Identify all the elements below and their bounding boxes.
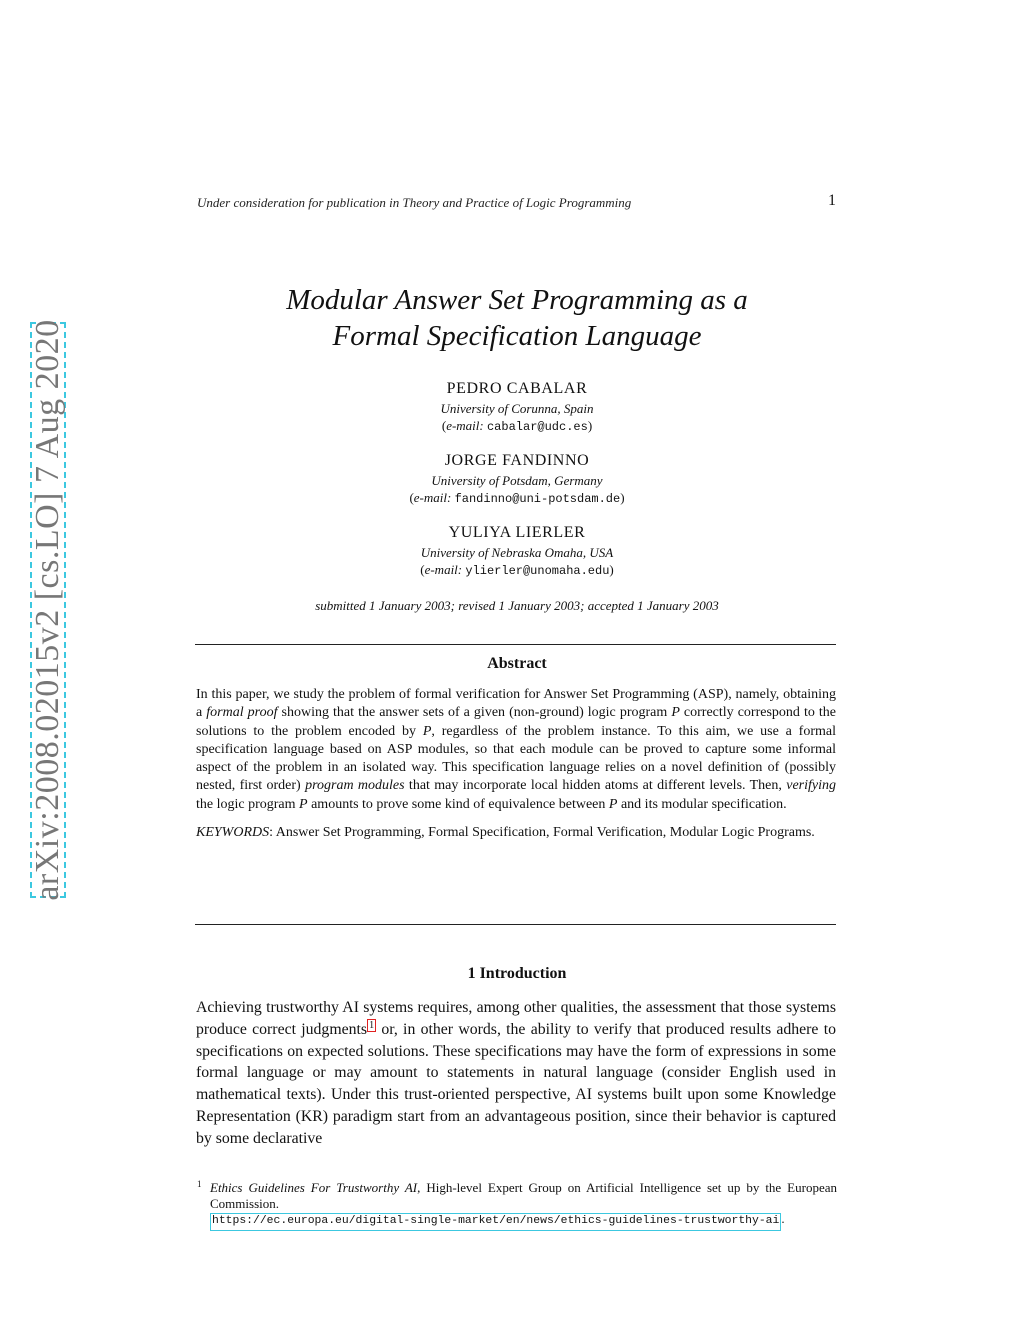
- footnote-url-tail: .: [781, 1211, 785, 1226]
- abstract-text: showing that the answer sets of a given (non-ground) logic program: [277, 705, 672, 721]
- paper-title: [197, 282, 837, 354]
- email-label: e-mail:: [424, 562, 463, 577]
- abstract-text: and its modular specification.: [617, 796, 787, 812]
- footnote-text: [210, 1180, 837, 1231]
- author-email-line: (e-mail: cabalar@udc.es): [441, 418, 593, 434]
- author-list: [197, 378, 837, 594]
- author-block: [197, 522, 837, 580]
- abstract-text: correctly correspond to the solutions to the problem encoded by: [196, 705, 837, 739]
- author-email-line: (e-mail: fandinno@uni-potsdam.de): [409, 490, 625, 506]
- abstract-text: that may incorporate local hidden atoms at different levels. Then,: [404, 778, 787, 794]
- abstract-paragraph: [196, 686, 836, 814]
- keywords: [196, 824, 836, 842]
- section-heading-introduction: 1 Introduction: [467, 965, 567, 982]
- author-name: YULIYA LIERLER: [448, 524, 586, 541]
- title-line-2: Formal Specification Language: [332, 320, 702, 352]
- abstract-text: the logic program: [196, 796, 300, 812]
- author-affiliation: University of Potsdam, Germany: [431, 473, 603, 488]
- footnote-title: Ethics Guidelines For Trustworthy AI: [210, 1180, 418, 1195]
- footnote-link[interactable]: 1: [369, 1019, 375, 1031]
- abstract-top-rule: [195, 644, 836, 645]
- author-email-line: (e-mail: ylierler@unomaha.edu): [420, 562, 614, 578]
- author-email[interactable]: ylierler@unomaha.edu: [465, 564, 610, 578]
- abstract-emphasis: verifying: [786, 778, 836, 794]
- keywords-label: KEYWORDS: [196, 825, 270, 841]
- arxiv-identifier[interactable]: arXiv:2008.02015v2 [cs.LO] 7 Aug 2020: [29, 319, 66, 901]
- footnote: [197, 1180, 837, 1231]
- author-block: [197, 450, 837, 508]
- abstract-bottom-rule: [195, 924, 836, 925]
- footnote-body: , High-level Expert Group on Artificial Intelligence set up by the European Commission.: [210, 1180, 837, 1211]
- arxiv-stamp[interactable]: [29, 319, 66, 901]
- introduction-paragraph: [196, 997, 836, 1150]
- math-symbol: P: [422, 723, 432, 739]
- abstract-emphasis: program modules: [305, 778, 405, 794]
- abstract-text: amounts to prove some kind of equivalence between: [307, 796, 609, 812]
- author-affiliation: University of Corunna, Spain: [440, 401, 594, 416]
- author-name: PEDRO CABALAR: [446, 380, 588, 397]
- abstract-emphasis: formal proof: [206, 705, 278, 721]
- email-label: e-mail:: [446, 418, 484, 433]
- author-email[interactable]: fandinno@uni-potsdam.de: [454, 492, 621, 506]
- author-affiliation: University of Nebraska Omaha, USA: [420, 545, 614, 560]
- math-symbol: P: [299, 796, 308, 812]
- intro-text: Achieving trustworthy AI systems requires, among other qualities, the assessment that those systems produce correct judgments: [196, 999, 836, 1038]
- title-line-1: Modular Answer Set Programming as a: [286, 284, 748, 316]
- author-name: JORGE FANDINNO: [444, 452, 590, 469]
- abstract-text: In this paper, we study the problem of formal verification for Answer Set Programming (ASP), namely, obtaining a: [196, 687, 836, 721]
- footnote-number: 1: [197, 1179, 202, 1189]
- abstract-heading: Abstract: [487, 655, 547, 672]
- abstract-text: , regardless of the problem instance. To this aim, we use a formal specification language based on ASP modules, so that each module can be proved to capture some informal aspect of the problem in an isolated way. This specification language relies on a novel definition of (possibly nested, first order): [196, 723, 837, 794]
- math-symbol: P: [671, 705, 680, 721]
- submission-dates: submitted 1 January 2003; revised 1 January 2003; accepted 1 January 2003: [315, 598, 719, 613]
- author-email[interactable]: cabalar@udc.es: [486, 420, 588, 434]
- keywords-text: : Answer Set Programming, Formal Specification, Formal Verification, Modular Logic Programs.: [269, 825, 815, 841]
- math-symbol: P: [608, 796, 618, 812]
- abstract-body: [196, 686, 836, 842]
- intro-text: or, in other words, the ability to verify that produced results adhere to specifications on expected solutions. These specifications may have the form of expressions in some formal language or may amount to statements in natural language (consider English used in mathematical texts). Under this trust-oriented perspective, AI systems built upon some Knowledge Representation (KR) paradigm start from an advantageous position, since their behavior is captured by some declarative: [196, 1020, 836, 1147]
- running-head: Under consideration for publication in Theory and Practice of Logic Programming: [197, 195, 632, 210]
- author-block: [197, 378, 837, 436]
- footnote-url-link[interactable]: https://ec.europa.eu/digital-single-market/en/news/ethics-guidelines-trustworthy-ai: [210, 1213, 781, 1231]
- page-number: 1: [828, 192, 836, 209]
- email-label: e-mail:: [413, 490, 452, 505]
